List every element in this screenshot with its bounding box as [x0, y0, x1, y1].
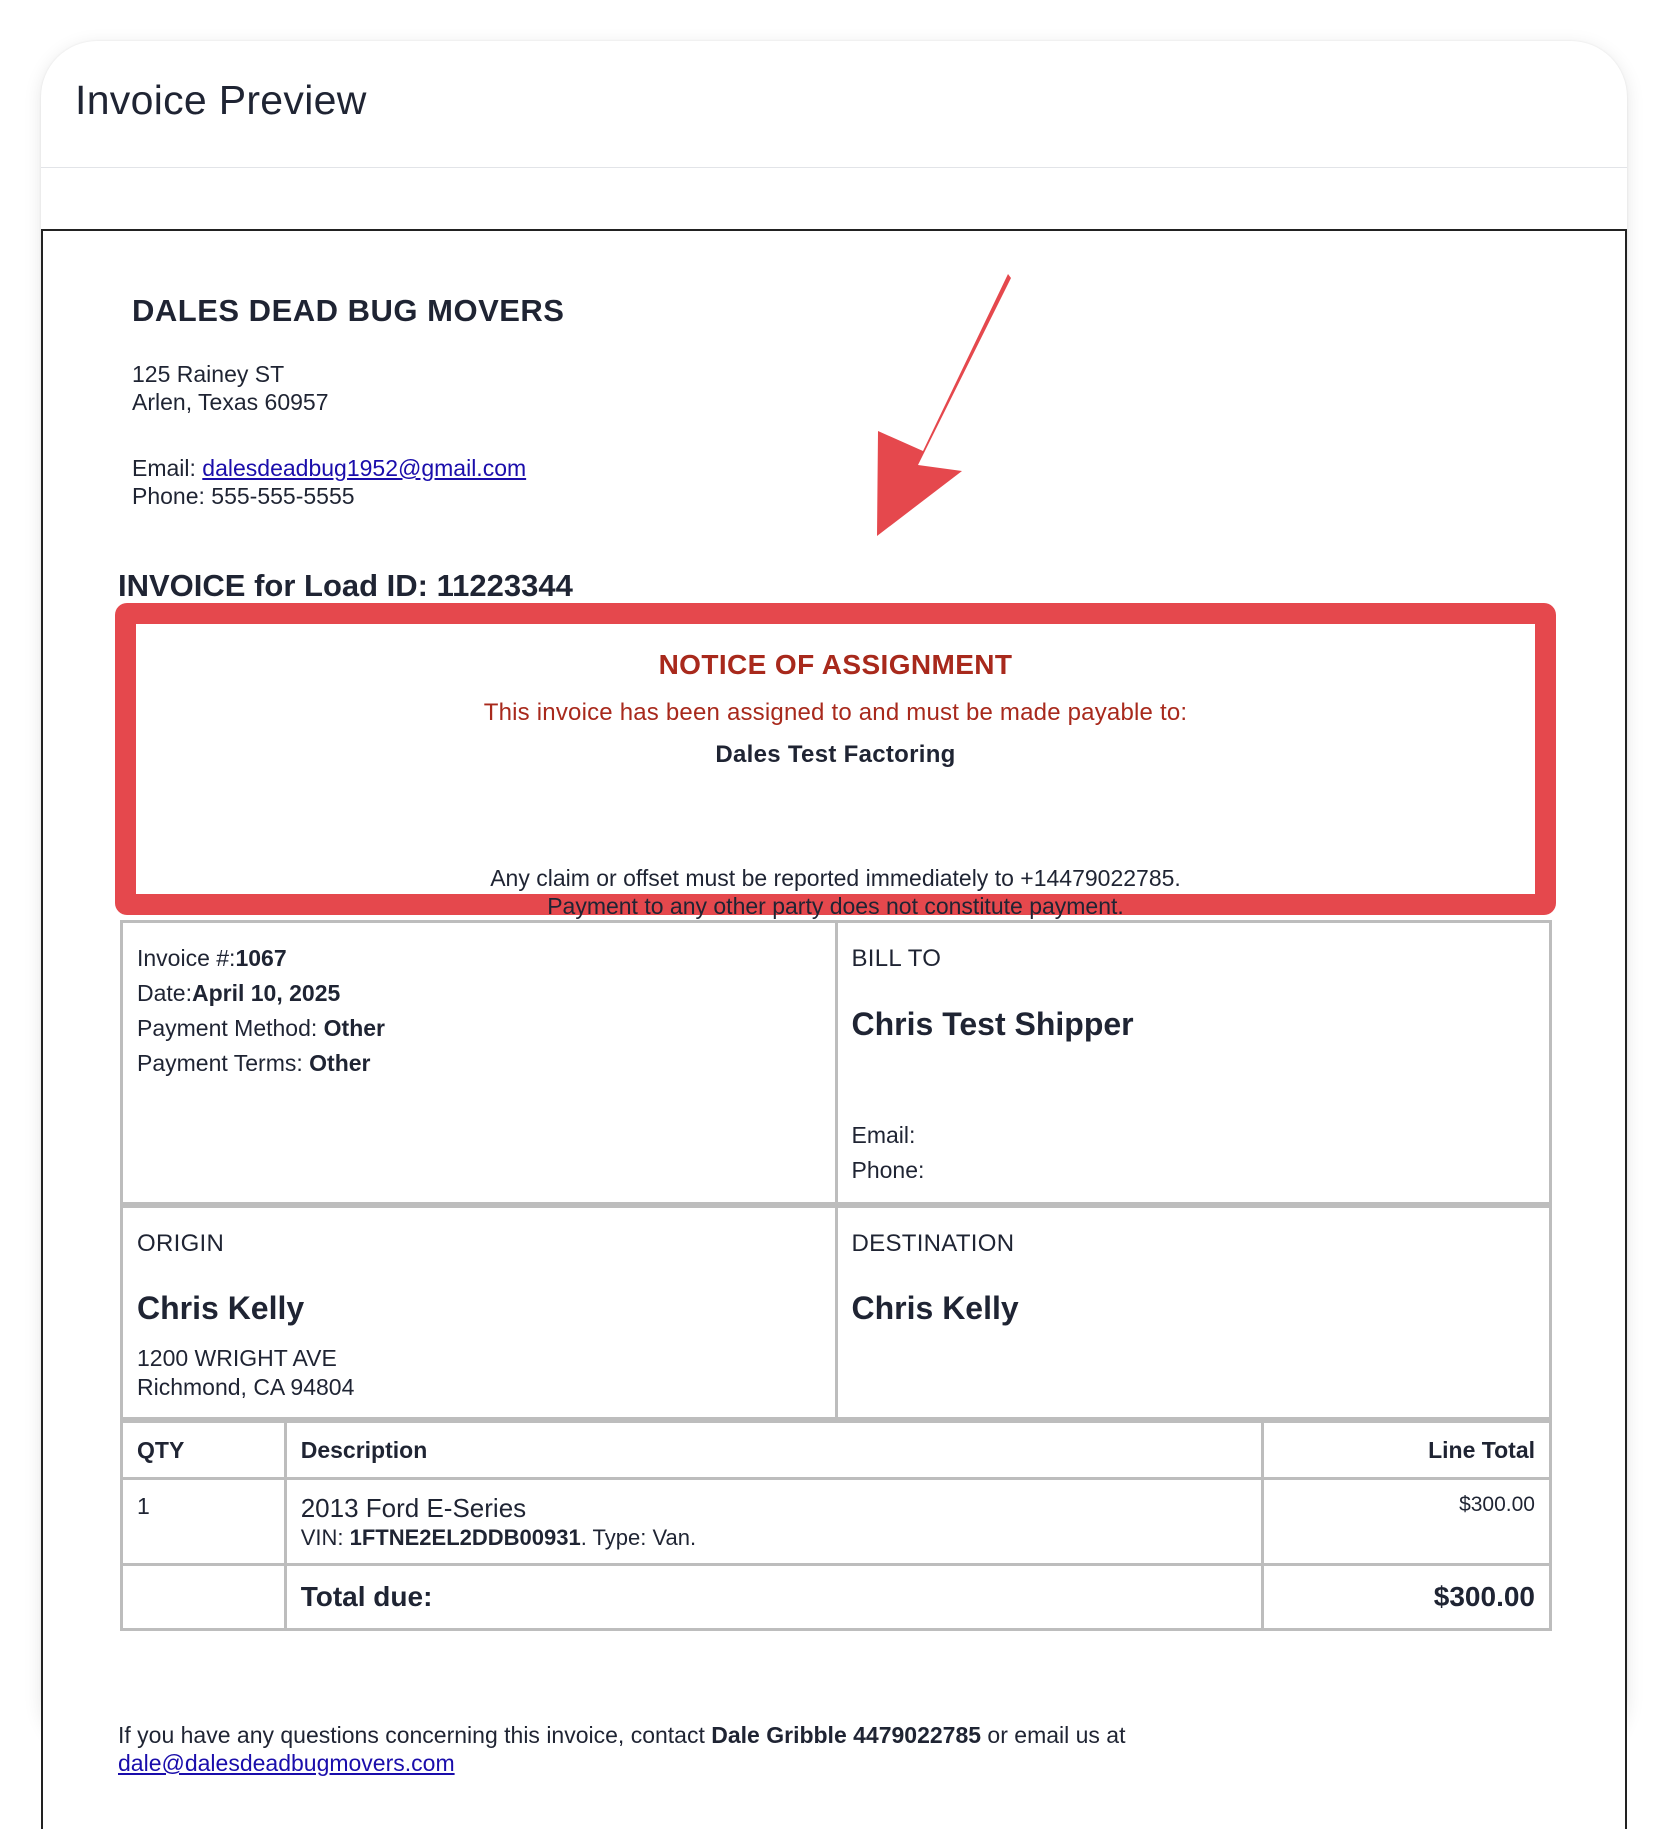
payment-method-label: Payment Method: — [137, 1015, 324, 1041]
invoice-title: INVOICE for Load ID: 11223344 — [118, 568, 573, 603]
total-label: Total due: — [285, 1565, 1263, 1630]
invoice-document — [41, 229, 1627, 1829]
item-vin-label: VIN: — [300, 1525, 350, 1550]
invoice-preview-card — [41, 41, 1627, 1776]
invoice-number-label: Invoice #: — [137, 945, 236, 971]
total-row — [122, 1565, 1551, 1630]
line-total-header: Line Total — [1263, 1422, 1551, 1479]
origin-address-line1: 1200 WRIGHT AVE — [137, 1345, 337, 1371]
payment-terms-line — [137, 1046, 821, 1081]
footer-text-after: or email us at — [981, 1722, 1126, 1748]
bill-to-label: BILL TO — [851, 945, 942, 972]
company-address-line1: 125 Rainey ST — [132, 361, 285, 387]
item-type: . Type: Van. — [580, 1525, 697, 1550]
item-line-total: $300.00 — [1263, 1479, 1551, 1565]
invoice-date: April 10, 2025 — [191, 980, 341, 1006]
invoice-number: 1067 — [235, 945, 287, 971]
invoice-info-row — [120, 920, 1552, 1205]
notice-claim-line2: Payment to any other party does not constitute payment. — [547, 893, 1124, 919]
notice-claim-line1: Any claim or offset must be reported immediately to +14479022785. — [490, 865, 1181, 891]
company-name: DALES DEAD BUG MOVERS — [132, 293, 565, 328]
item-vin-line — [301, 1523, 1248, 1553]
company-email-label: Email: — [132, 455, 196, 481]
header-spacer — [41, 168, 1627, 230]
item-description: 2013 Ford E-Series — [300, 1493, 527, 1523]
invoice-date-line — [137, 976, 821, 1011]
payment-method: Other — [323, 1015, 385, 1041]
company-phone: 555-555-5555 — [211, 483, 355, 509]
bill-to-cell — [835, 923, 1550, 1202]
page-title: Invoice Preview — [75, 77, 367, 123]
notice-title: NOTICE OF ASSIGNMENT — [658, 649, 1013, 680]
destination-name: Chris Kelly — [851, 1290, 1019, 1326]
invoice-meta-cell — [123, 923, 835, 1202]
line-items-table — [120, 1420, 1552, 1631]
invoice-number-line — [137, 941, 821, 976]
card-header — [41, 41, 1627, 168]
origin-cell — [123, 1208, 835, 1417]
footer-email-link[interactable]: dale@dalesdeadbugmovers.com — [118, 1750, 455, 1776]
company-phone-label: Phone: — [132, 483, 205, 509]
destination-cell — [835, 1208, 1550, 1417]
invoice-date-label: Date: — [137, 980, 192, 1006]
notice-payee: Dales Test Factoring — [715, 741, 956, 768]
invoice-details-grid — [120, 920, 1552, 1631]
total-amount: $300.00 — [1263, 1565, 1551, 1630]
notice-claim — [136, 864, 1535, 920]
footer-text-before: If you have any questions concerning this invoice, contact — [118, 1722, 712, 1748]
qty-header: QTY — [122, 1422, 286, 1479]
payment-terms-label: Payment Terms: — [137, 1050, 310, 1076]
notice-of-assignment — [115, 603, 1556, 919]
origin-address — [137, 1344, 354, 1402]
payment-terms: Other — [309, 1050, 371, 1076]
company-address-line2: Arlen, Texas 60957 — [132, 389, 329, 415]
table-row — [122, 1479, 1551, 1565]
footer-contact: Dale Gribble 4479022785 — [711, 1722, 982, 1748]
item-description-cell — [285, 1479, 1263, 1565]
destination-label: DESTINATION — [851, 1230, 1015, 1257]
company-email-link[interactable]: dalesdeadbug1952@gmail.com — [202, 455, 527, 481]
bill-to-phone-label: Phone: — [851, 1157, 925, 1183]
bill-to-name: Chris Test Shipper — [851, 1006, 1134, 1042]
item-qty: 1 — [122, 1479, 286, 1565]
description-header: Description — [285, 1422, 1263, 1479]
origin-address-line2: Richmond, CA 94804 — [137, 1374, 355, 1400]
origin-label: ORIGIN — [137, 1230, 225, 1257]
bill-to-email-label: Email: — [851, 1122, 916, 1148]
origin-name: Chris Kelly — [137, 1290, 305, 1326]
route-row — [120, 1205, 1552, 1420]
bill-to-contact — [852, 1118, 925, 1188]
line-items-header — [122, 1422, 1551, 1479]
footer-note — [118, 1721, 1126, 1777]
item-vin: 1FTNE2EL2DDB00931 — [349, 1525, 581, 1550]
total-empty-cell — [122, 1565, 286, 1630]
payment-method-line — [137, 1011, 821, 1046]
notice-subtitle: This invoice has been assigned to and must be made payable to: — [483, 699, 1188, 726]
annotation-arrow-icon — [43, 231, 1629, 631]
